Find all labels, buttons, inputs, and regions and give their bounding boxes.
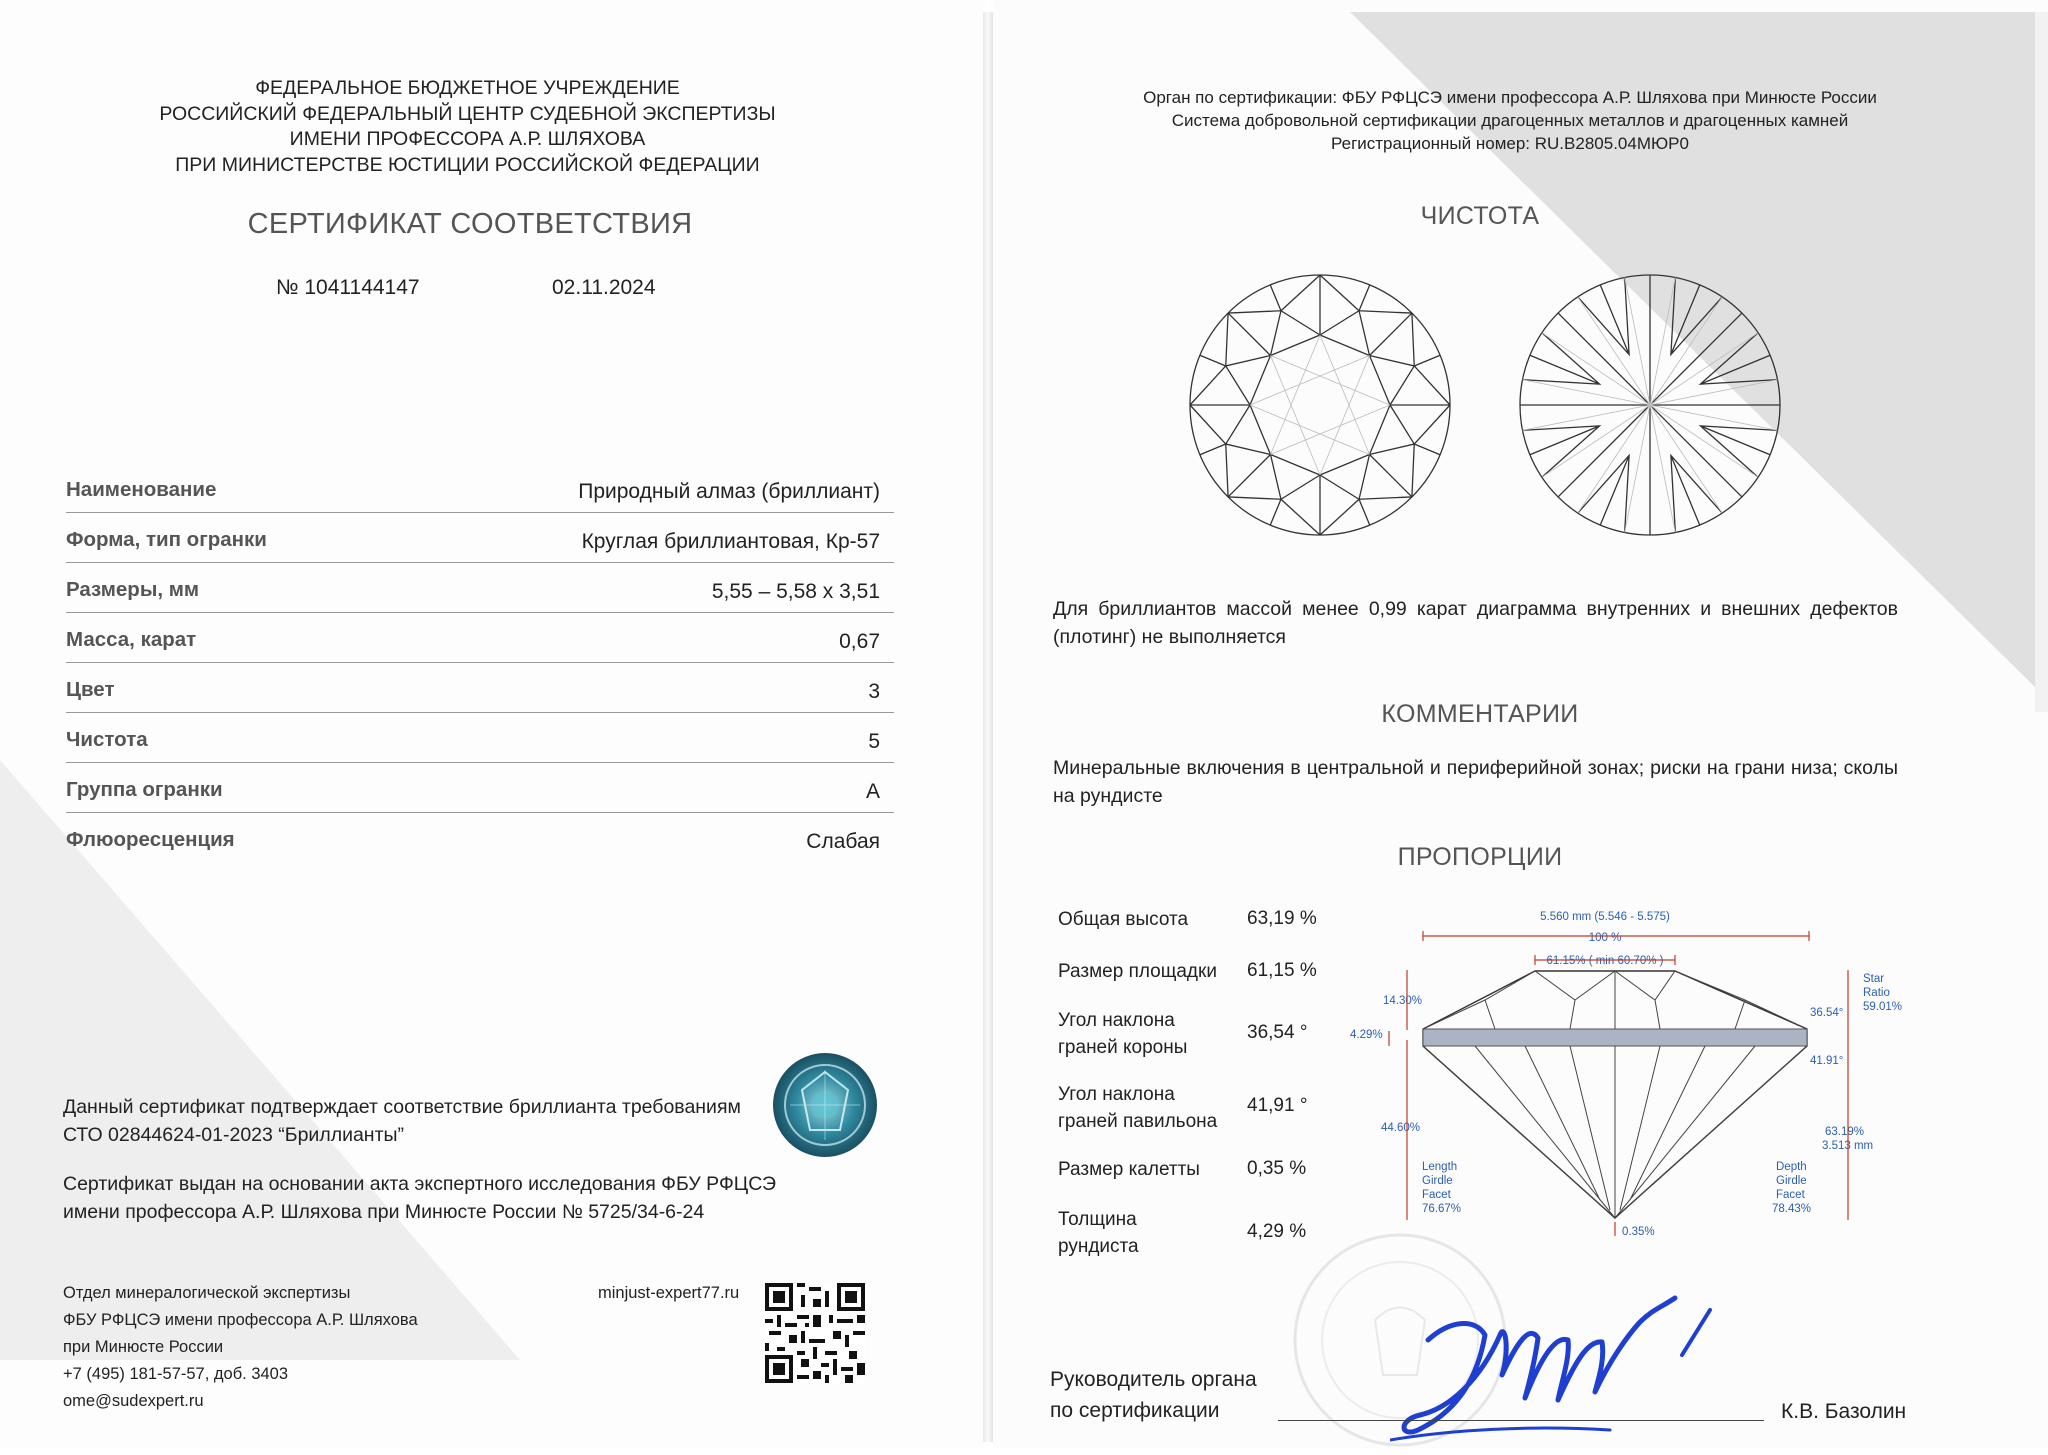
property-value: Природный алмаз (бриллиант)	[578, 480, 880, 503]
table-label: 61.15% ( min 60.70% )	[1546, 955, 1664, 967]
website-link[interactable]: minjust-expert77.ru	[598, 1284, 740, 1302]
property-row	[66, 612, 894, 663]
header-line: Орган по сертификации: ФБУ РФЦСЭ имени профессора А.Р. Шляхова при Минюсте России	[1143, 88, 1877, 107]
property-value: Слабая	[806, 830, 880, 853]
qr-code[interactable]	[765, 1283, 865, 1383]
org-line: ИМЕНИ ПРОФЕССОРА А.Р. ШЛЯХОВА	[289, 128, 646, 150]
proportion-value: 41,91 °	[1247, 1095, 1308, 1116]
pavilion-depth-label: 44.60%	[1381, 1122, 1421, 1134]
org-line: РОССИЙСКИЙ ФЕДЕРАЛЬНЫЙ ЦЕНТР СУДЕБНОЙ ЭКСПЕРТИЗЫ	[159, 102, 776, 125]
text-line: СТО 02844624-01-2023 “Бриллианты”	[63, 1124, 405, 1146]
label-line: Размер площадки	[1058, 961, 1217, 982]
total-depth-mm-label: 3.513 mm	[1822, 1140, 1874, 1152]
header-line: Регистрационный номер: RU.В2805.04МЮР0	[1331, 134, 1689, 153]
contact-line: Отдел минералогической экспертизы	[63, 1284, 351, 1302]
proportion-label	[1058, 1007, 1187, 1061]
label-line: граней павильона	[1058, 1111, 1218, 1132]
lgf-value: 76.67%	[1422, 1203, 1462, 1215]
proportion-label	[1058, 958, 1217, 985]
property-row	[66, 762, 894, 813]
clarity-title: ЧИСТОТА	[1420, 202, 1540, 230]
property-row	[66, 662, 894, 713]
conformity-statement	[63, 1093, 741, 1149]
lgf-line: Girdle	[1422, 1175, 1453, 1187]
property-label: Цвет	[66, 678, 115, 701]
crown-angle-label: 36.54°	[1810, 1007, 1844, 1019]
proportion-label	[1058, 906, 1188, 933]
girdle-label: 4.29%	[1350, 1029, 1383, 1041]
property-row	[66, 812, 894, 862]
dgf-line: Girdle	[1776, 1175, 1807, 1187]
label-line: Размер калетты	[1058, 1159, 1200, 1180]
property-value: 0,67	[839, 630, 880, 653]
clarity-note: Для бриллиантов массой менее 0,99 карат диаграмма внутренних и внешних дефектов (плотинг) не выполняется	[1053, 598, 1898, 648]
proportion-label	[1058, 1156, 1200, 1183]
label-line: граней короны	[1058, 1037, 1188, 1058]
proportion-value: 4,29 %	[1247, 1221, 1307, 1242]
proportion-value: 61,15 %	[1247, 960, 1317, 981]
hologram-seal	[770, 1050, 880, 1160]
proportions-diagram	[1345, 900, 1925, 1240]
issued-basis	[63, 1170, 776, 1226]
text-line: по сертификации	[1050, 1399, 1220, 1422]
contacts-block	[63, 1280, 418, 1415]
property-value: 3	[868, 680, 880, 703]
property-label: Размеры, мм	[66, 578, 200, 601]
ratio-label: Ratio	[1863, 987, 1890, 999]
signature-line	[1278, 1420, 1764, 1421]
label-line: Толщина	[1058, 1209, 1137, 1230]
certificate-date: 02.11.2024	[552, 276, 656, 299]
total-depth-label: 63.19%	[1825, 1126, 1865, 1138]
certificate-title: СЕРТИФИКАТ СООТВЕТСТВИЯ	[247, 208, 693, 240]
contact-line: ФБУ РФЦСЭ имени профессора А.Р. Шляхова	[63, 1311, 418, 1329]
property-value: 5,55 – 5,58 x 3,51	[711, 580, 880, 603]
crown-height-label: 14.30%	[1383, 995, 1423, 1007]
proportion-label	[1058, 1081, 1217, 1135]
property-label: Наименование	[66, 478, 217, 501]
text-line: имени профессора А.Р. Шляхова при Минюсте России № 5725/34-6-24	[63, 1201, 705, 1223]
signatory-name: К.В. Базолин	[1781, 1400, 1907, 1423]
organization-header	[120, 76, 815, 178]
contact-line: при Минюсте России	[63, 1338, 224, 1356]
proportion-label	[1058, 1206, 1139, 1260]
text-line: Сертификат выдан на основании акта экспертного исследования ФБУ РФЦСЭ	[63, 1173, 777, 1195]
property-value: Круглая бриллиантовая, Кр-57	[581, 530, 880, 553]
property-value: А	[865, 780, 880, 803]
signature	[1390, 1280, 1810, 1450]
comments-text: Минеральные включения в центральной и периферийной зонах; риски на грани низа; сколы на рундисте	[1053, 757, 1898, 807]
dgf-value: 78.43%	[1772, 1203, 1812, 1215]
property-row	[66, 712, 894, 763]
proportions-title: ПРОПОРЦИИ	[1397, 843, 1563, 871]
diamond-pavilion-view	[1515, 270, 1785, 540]
certificate-number: № 1041144147	[276, 276, 420, 299]
proportion-value: 0,35 %	[1247, 1158, 1307, 1179]
property-row	[66, 462, 894, 513]
property-label: Чистота	[66, 728, 148, 751]
culet-label: 0.35%	[1622, 1226, 1655, 1238]
property-row	[66, 512, 894, 563]
proportion-value: 63,19 %	[1247, 908, 1317, 929]
property-label: Группа огранки	[66, 778, 223, 801]
contact-line: ome@sudexpert.ru	[63, 1392, 204, 1410]
dgf-line: Depth	[1776, 1161, 1807, 1173]
diamond-crown-view	[1185, 270, 1455, 540]
property-label: Масса, карат	[66, 628, 197, 651]
comments-title: КОММЕНТАРИИ	[1381, 700, 1579, 728]
property-value: 5	[868, 730, 880, 753]
label-line: Общая высота	[1058, 909, 1189, 930]
text-line: Данный сертификат подтверждает соответствие бриллианта требованиям	[63, 1096, 741, 1118]
lgf-line: Length	[1422, 1161, 1458, 1173]
label-line: Угол наклона	[1058, 1084, 1175, 1105]
star-ratio-label: 59.01%	[1863, 1001, 1903, 1013]
property-label: Форма, тип огранки	[66, 528, 267, 551]
certification-body-header	[1040, 86, 1980, 155]
diameter-label: 5.560 mm (5.546 - 5.575)	[1540, 911, 1670, 923]
proportion-value: 36,54 °	[1247, 1022, 1308, 1043]
hundred-label: 100 %	[1588, 932, 1622, 944]
property-row	[66, 562, 894, 613]
org-line: ФЕДЕРАЛЬНОЕ БЮДЖЕТНОЕ УЧРЕЖДЕНИЕ	[255, 77, 680, 99]
label-line: рундиста	[1058, 1236, 1139, 1257]
lgf-line: Facet	[1422, 1189, 1451, 1201]
label-line: Угол наклона	[1058, 1010, 1175, 1031]
pavilion-angle-label: 41.91°	[1810, 1055, 1844, 1067]
text-line: Руководитель органа	[1050, 1368, 1257, 1391]
contact-line: +7 (495) 181-57-57, доб. 3403	[63, 1365, 289, 1383]
diamond-profile	[1423, 971, 1807, 1218]
header-line: Система добровольной сертификации драгоценных металлов и драгоценных камней	[1171, 111, 1849, 130]
signatory-position	[1050, 1364, 1257, 1426]
property-label: Флюоресценция	[66, 828, 235, 851]
star-label: Star	[1863, 973, 1885, 985]
dgf-line: Facet	[1776, 1189, 1805, 1201]
org-line: ПРИ МИНИСТЕРСТВЕ ЮСТИЦИИ РОССИЙСКОЙ ФЕДЕРАЦИИ	[175, 153, 760, 176]
